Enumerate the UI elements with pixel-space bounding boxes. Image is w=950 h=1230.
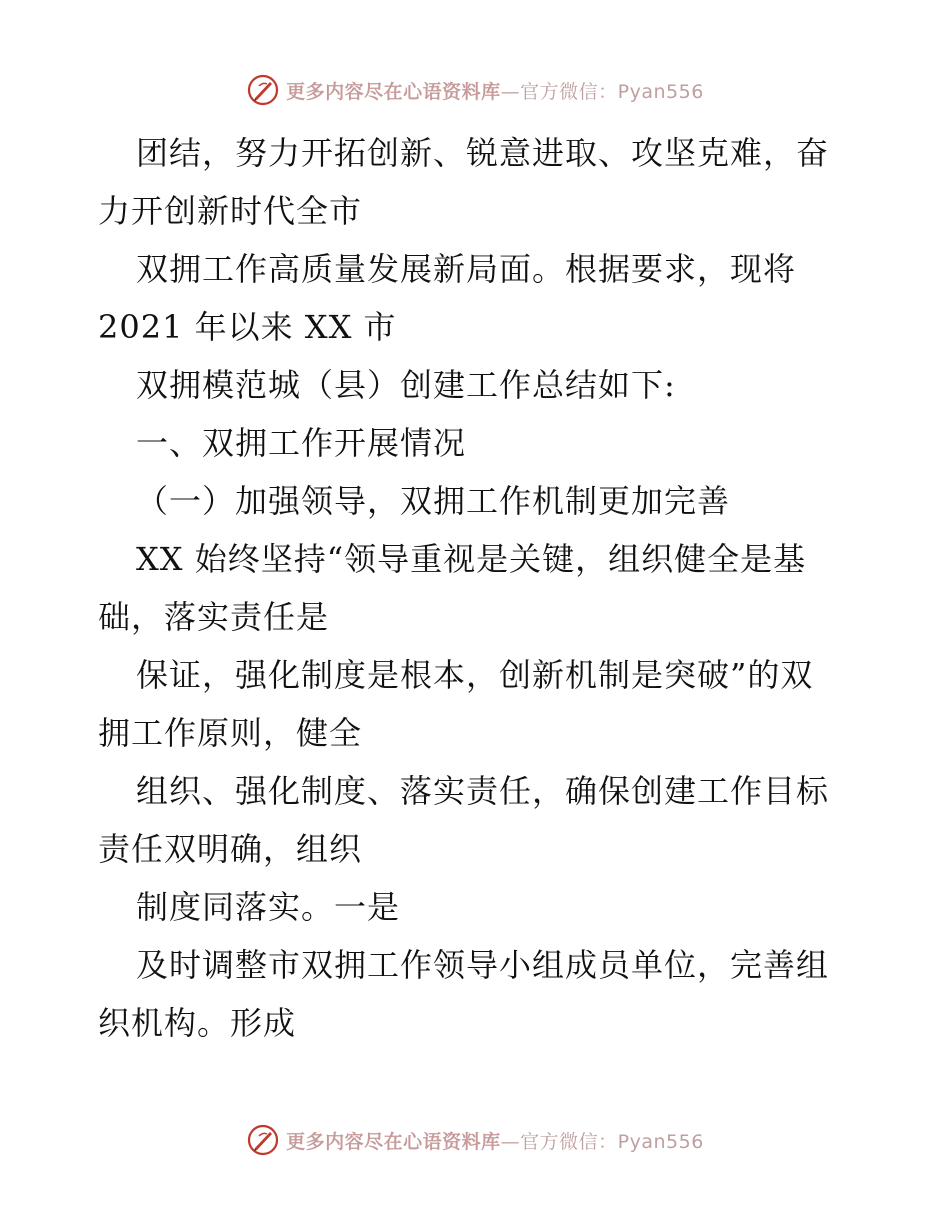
header-banner-content: [246, 73, 704, 107]
section-heading: 一、双拥工作开展情况: [136, 424, 467, 462]
header-banner: [0, 70, 950, 110]
footer-banner-text: [286, 1127, 704, 1154]
header-banner-suffix: 官方微信：Pyan556: [520, 80, 704, 103]
body-line: 责任双明确，组织: [98, 830, 363, 868]
body-line: 2021 年以来 XX 市: [98, 308, 397, 346]
body-line: 拥工作原则，健全: [98, 714, 363, 752]
pen-feather-icon: [246, 73, 280, 107]
footer-banner-suffix: 官方微信：Pyan556: [520, 1130, 704, 1153]
body-line: XX 始终坚持“领导重视是关键，组织健全是基: [136, 540, 807, 578]
subsection-heading: （一）加强领导，双拥工作机制更加完善: [136, 482, 731, 520]
body-line: 保证，强化制度是根本，创新机制是突破”的双: [136, 656, 814, 694]
body-line: 力开创新时代全市: [98, 192, 363, 230]
body-line: 织机构。形成: [98, 1004, 297, 1042]
footer-banner-content: [246, 1123, 704, 1157]
footer-banner: [0, 1120, 950, 1160]
document-body: [98, 124, 858, 1052]
footer-banner-title: 更多内容尽在心语资料库: [286, 1130, 501, 1153]
body-line: 双拥工作高质量发展新局面。根据要求，现将: [136, 250, 797, 288]
header-banner-separator: —: [500, 80, 521, 103]
header-banner-text: [286, 77, 704, 104]
body-line: 组织、强化制度、落实责任，确保创建工作目标: [136, 772, 830, 810]
header-banner-title: 更多内容尽在心语资料库: [286, 80, 501, 103]
body-line: 础，落实责任是: [98, 598, 330, 636]
body-line: 制度同落实。一是: [136, 888, 401, 926]
body-line: 及时调整市双拥工作领导小组成员单位，完善组: [136, 946, 830, 984]
pen-feather-icon: [246, 1123, 280, 1157]
footer-banner-separator: —: [500, 1130, 521, 1153]
body-line: 团结，努力开拓创新、锐意进取、攻坚克难，奋: [136, 134, 830, 172]
body-line: 双拥模范城（县）创建工作总结如下:: [136, 366, 676, 404]
